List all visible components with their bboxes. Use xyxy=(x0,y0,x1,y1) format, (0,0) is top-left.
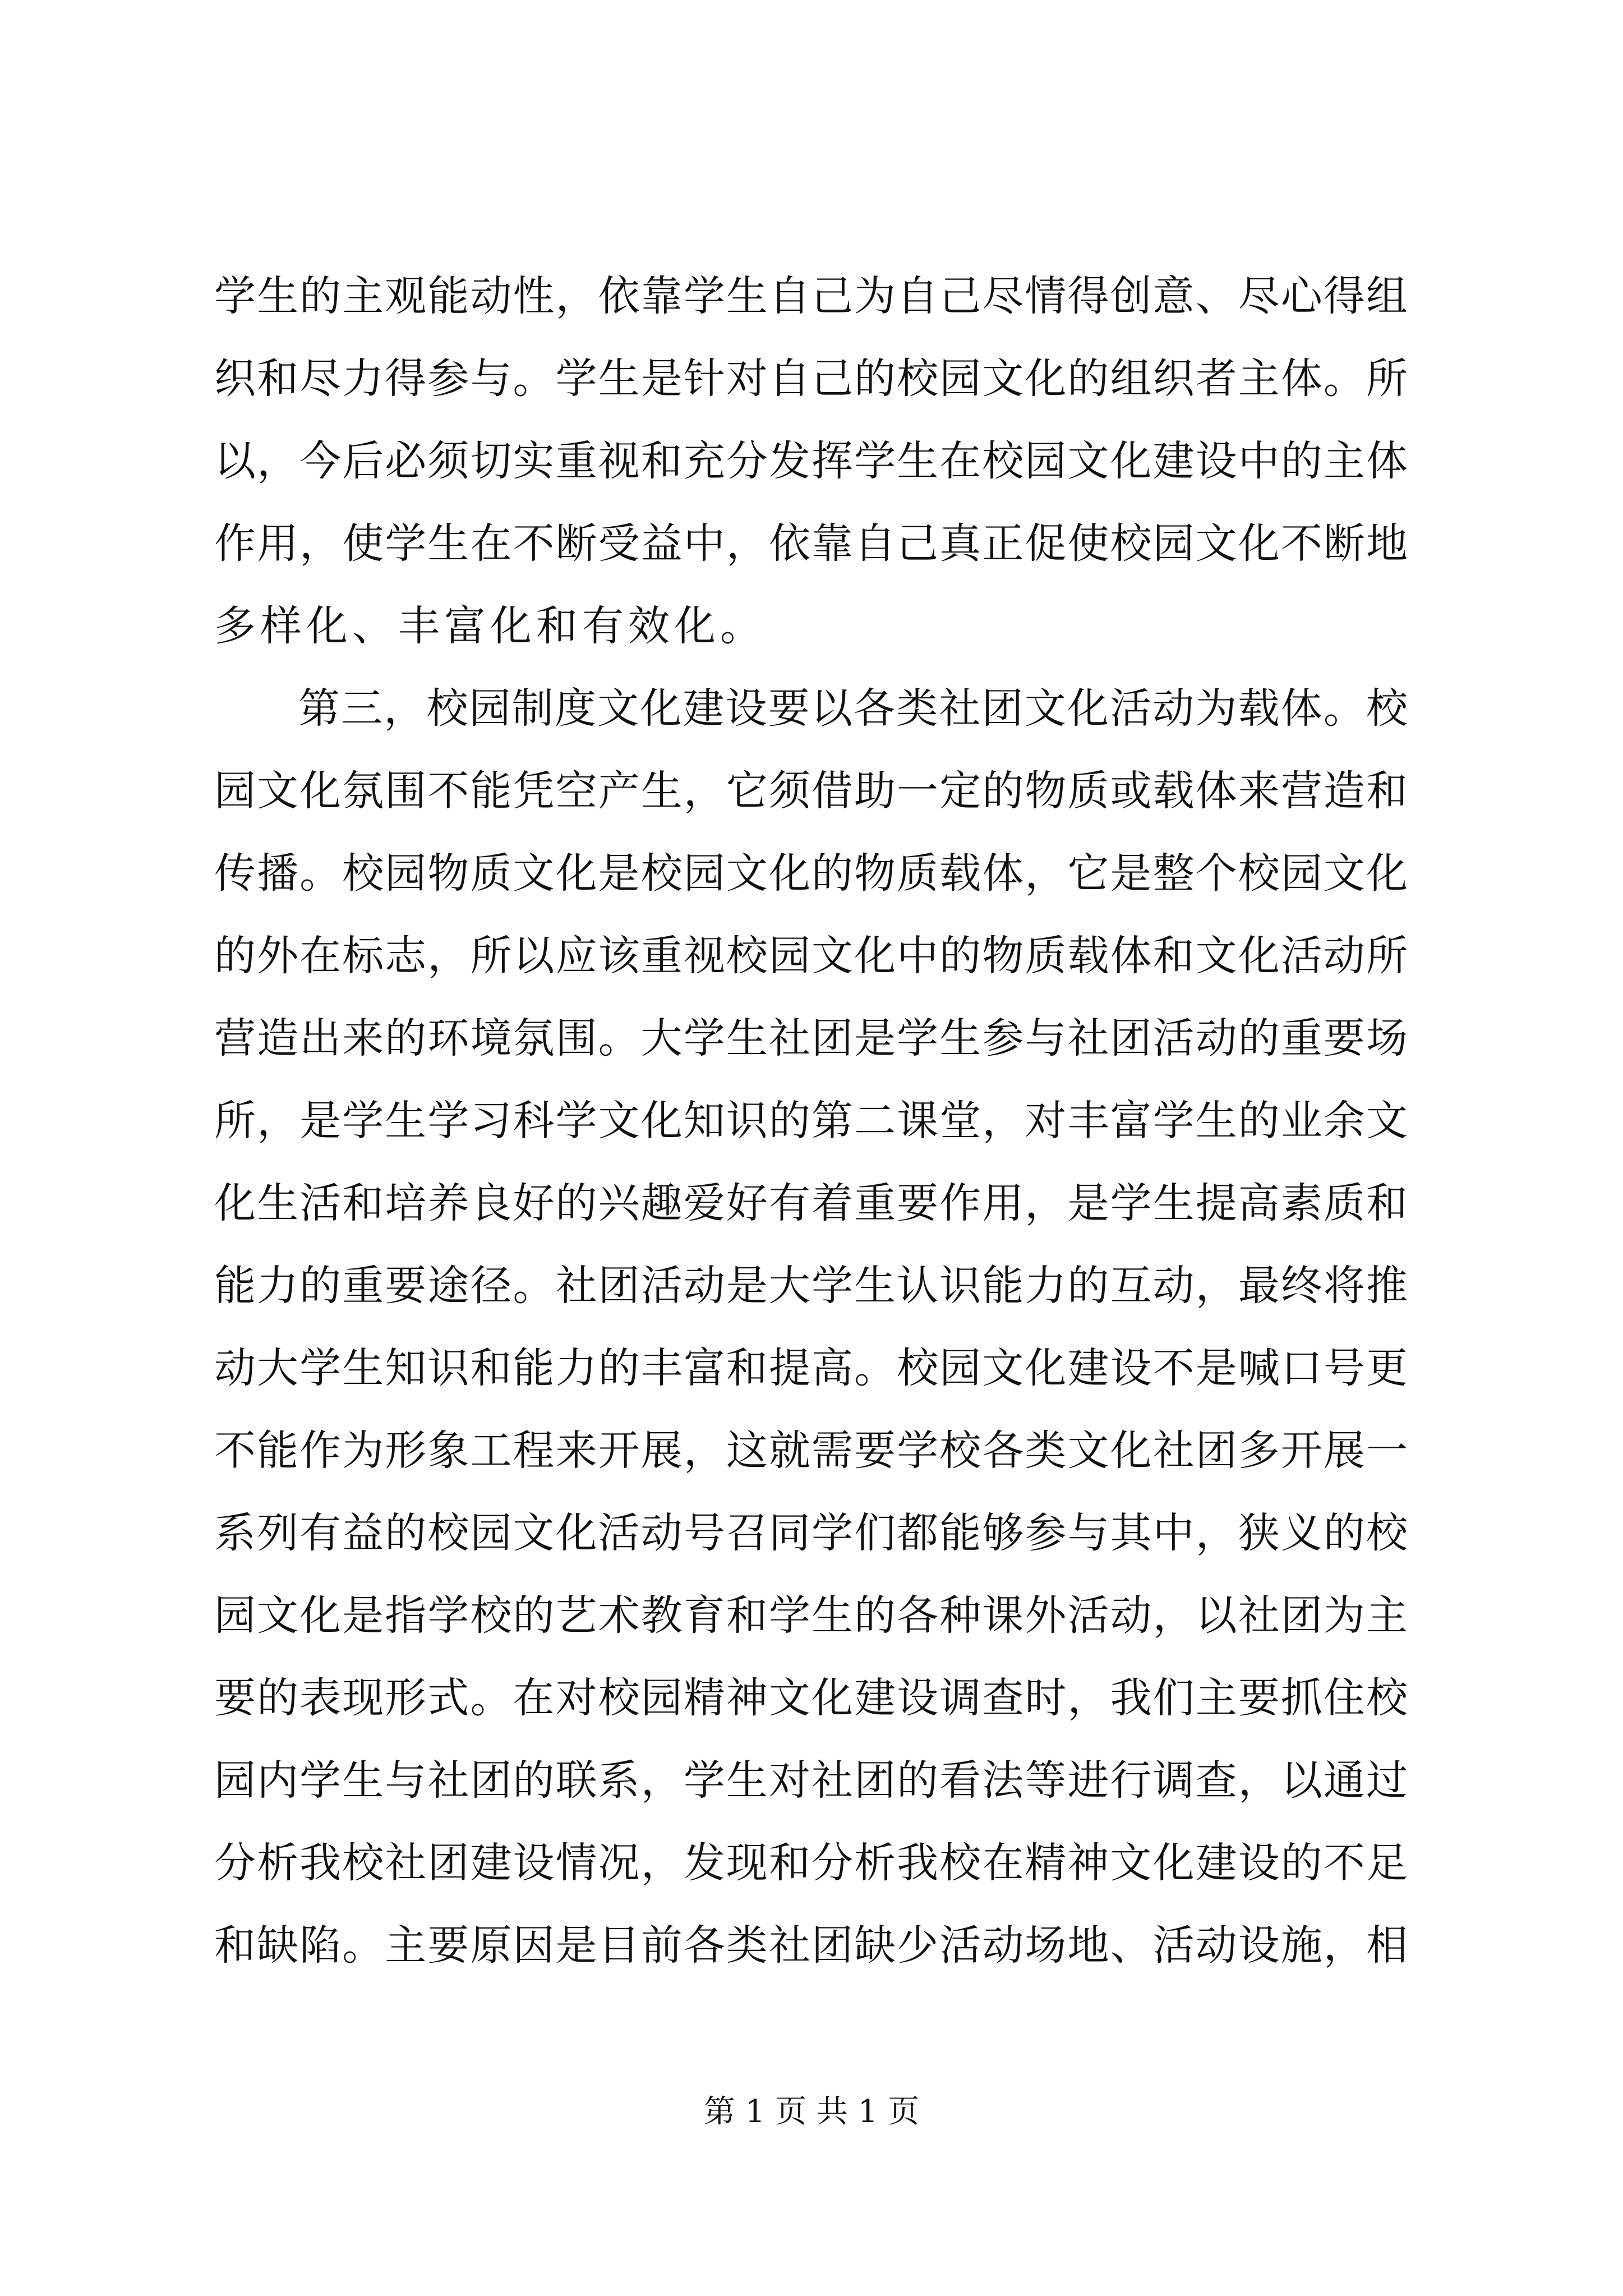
text-line: 营造出来的环境氛围。大学生社团是学生参与社团活动的重要场 xyxy=(214,1014,1409,1062)
text-line: 能力的重要途径。社团活动是大学生认识能力的互动，最终将推 xyxy=(214,1262,1409,1310)
text-line: 所，是学生学习科学文化知识的第二课堂，对丰富学生的业余文 xyxy=(214,1097,1409,1145)
text-line: 不能作为形象工程来开展，这就需要学校各类文化社团多开展一 xyxy=(214,1427,1409,1475)
text-line: 园内学生与社团的联系，学生对社团的看法等进行调查，以通过 xyxy=(214,1756,1409,1805)
text-line: 园文化氛围不能凭空产生，它须借助一定的物质或载体来营造和 xyxy=(214,767,1409,815)
text-line: 作用，使学生在不断受益中，依靠自己真正促使校园文化不断地 xyxy=(214,519,1409,568)
text-line: 要的表现形式。在对校园精神文化建设调查时，我们主要抓住校 xyxy=(214,1674,1409,1722)
text-line: 织和尽力得参与。学生是针对自己的校园文化的组织者主体。所 xyxy=(214,355,1409,403)
document-body xyxy=(214,255,1409,1987)
text-line: 化生活和培养良好的兴趣爱好有着重要作用，是学生提高素质和 xyxy=(214,1179,1409,1227)
text-line: 以，今后必须切实重视和充分发挥学生在校园文化建设中的主体 xyxy=(214,437,1409,485)
text-line: 园文化是指学校的艺术教育和学生的各种课外活动，以社团为主 xyxy=(214,1591,1409,1640)
text-line: 动大学生知识和能力的丰富和提高。校园文化建设不是喊口号更 xyxy=(214,1344,1409,1392)
paragraph-1 xyxy=(214,255,1409,668)
text-line: 学生的主观能动性，依靠学生自己为自己尽情得创意、尽心得组 xyxy=(214,272,1409,320)
text-line: 和缺陷。主要原因是目前各类社团缺少活动场地、活动设施，相 xyxy=(214,1921,1409,1970)
page-number-label: 第 1 页 共 1 页 xyxy=(703,2093,920,2130)
text-line: 多样化、丰富化和有效化。 xyxy=(214,602,766,650)
text-line: 的外在标志，所以应该重视校园文化中的物质载体和文化活动所 xyxy=(214,932,1409,980)
text-line: 第三，校园制度文化建设要以各类社团文化活动为载体。校 xyxy=(298,684,1409,733)
page-footer xyxy=(0,2087,1623,2132)
paragraph-2 xyxy=(214,668,1409,1987)
text-line: 分析我校社团建设情况，发现和分析我校在精神文化建设的不足 xyxy=(214,1839,1409,1887)
text-line: 系列有益的校园文化活动号召同学们都能够参与其中，狭义的校 xyxy=(214,1509,1409,1557)
text-line: 传播。校园物质文化是校园文化的物质载体，它是整个校园文化 xyxy=(214,849,1409,898)
